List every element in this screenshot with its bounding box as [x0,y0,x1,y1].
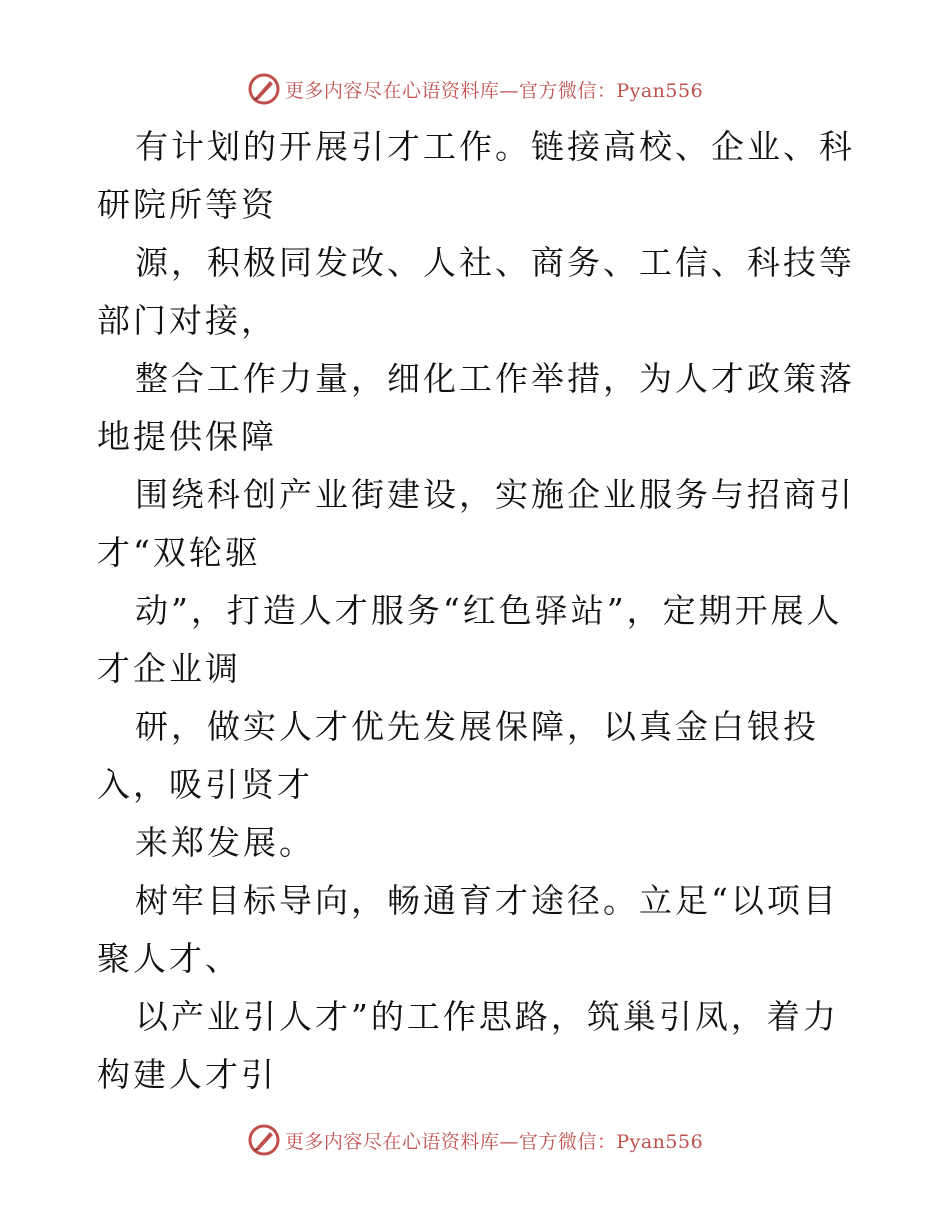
paragraph: 以产业引人才”的工作思路，筑巢引凤，着力构建人才引 [97,997,839,1094]
footer-watermark [0,1123,950,1157]
paragraph: 围绕科创产业街建设，实施企业服务与招商引才“双轮驱 [97,475,855,572]
paragraph: 源，积极同发改、人社、商务、工信、科技等部门对接， [97,243,855,340]
document-body [97,118,857,1104]
header-watermark [0,72,950,106]
watermark-text: 更多内容尽在心语资料库—官方微信：Pyan556 [284,1130,704,1153]
paragraph: 整合工作力量，细化工作举措，为人才政策落地提供保障 [97,359,855,456]
paragraph: 来郑发展。 [135,823,315,862]
paragraph: 动”，打造人才服务“红色驿站”，定期开展人才企业调 [97,591,843,688]
pen-circle-icon [247,72,281,106]
pen-circle-icon [247,1123,281,1157]
paragraph: 有计划的开展引才工作。链接高校、企业、科研院所等资 [97,127,855,224]
paragraph: 树牢目标导向，畅通育才途径。立足“以项目聚人才、 [97,881,839,978]
watermark-text: 更多内容尽在心语资料库—官方微信：Pyan556 [284,79,704,102]
paragraph: 研，做实人才优先发展保障，以真金白银投入，吸引贤才 [97,707,819,804]
